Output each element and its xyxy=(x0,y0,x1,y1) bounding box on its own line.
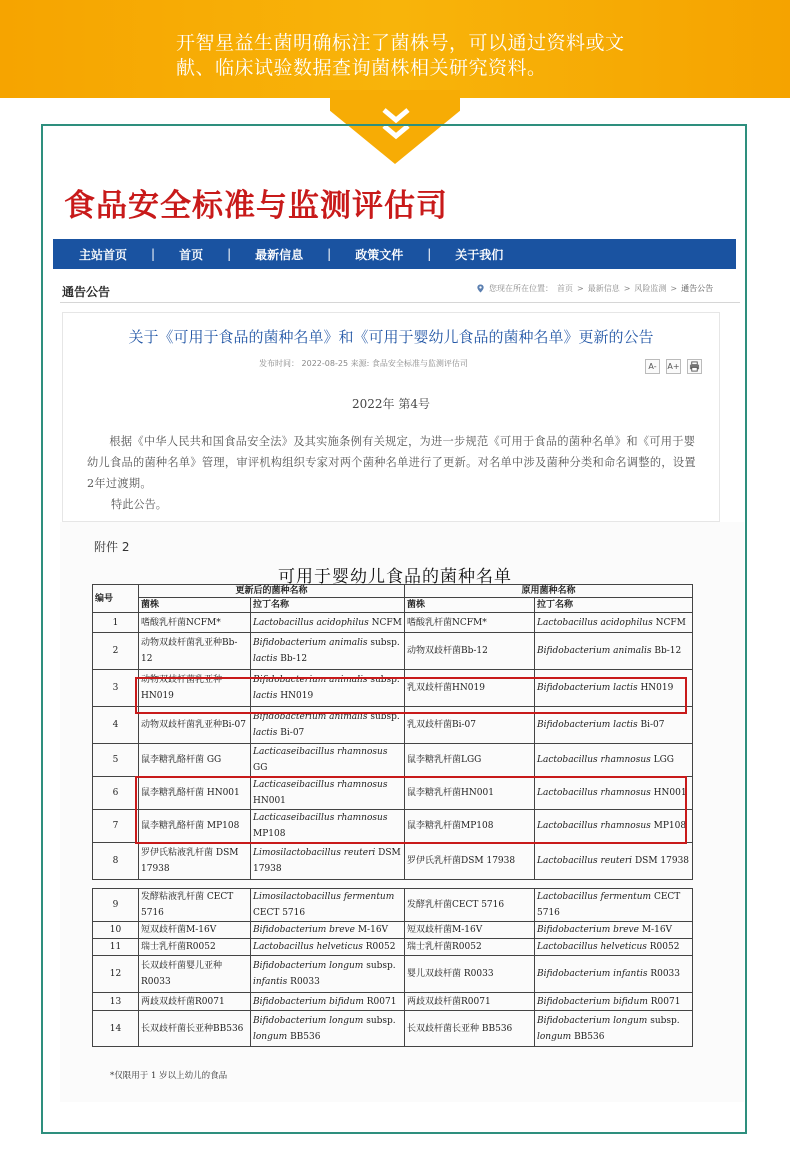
old-latin-name: Bifidobacterium longum xyxy=(537,1015,648,1026)
breadcrumb-item-current: 通告公告 xyxy=(681,284,714,293)
breadcrumb-item-risk[interactable]: 风险监测 xyxy=(634,284,667,293)
header-strain: 菌株 xyxy=(405,598,535,613)
old-latin-cell xyxy=(535,777,693,810)
table-row xyxy=(93,1011,693,1047)
row-number: 13 xyxy=(93,993,139,1011)
table-row xyxy=(93,889,693,922)
table-row xyxy=(93,744,693,777)
row-number: 9 xyxy=(93,889,139,922)
row-number: 8 xyxy=(93,843,139,880)
location-pin-icon xyxy=(476,284,485,293)
table-row xyxy=(93,670,693,707)
new-latin-cell xyxy=(251,744,405,777)
annex-label: 附件 2 xyxy=(94,540,130,554)
new-strain-code: BB536 xyxy=(290,1031,321,1042)
row-number: 10 xyxy=(93,922,139,939)
print-icon xyxy=(689,361,700,372)
nav-item-policy[interactable]: 政策文件 xyxy=(355,247,404,262)
new-latin-name: Bifidobacterium animalis xyxy=(253,712,368,722)
row-number: 5 xyxy=(93,744,139,777)
new-strain-cn: 动物双歧杆菌乳亚种Bi-07 xyxy=(139,707,251,744)
new-strain-cn: 动物双歧杆菌乳亚种HN019 xyxy=(139,670,251,707)
old-strain-code: Bi-07 xyxy=(640,720,665,730)
article-signoff: 特此公告。 xyxy=(111,498,167,511)
new-strain-cn: 发酵粘液乳杆菌 CECT 5716 xyxy=(139,889,251,922)
new-strain-code: HN019 xyxy=(280,691,314,701)
new-latin-cell xyxy=(251,633,405,670)
old-strain-cn: 罗伊氏乳杆菌DSM 17938 xyxy=(405,843,535,880)
old-latin-name: Bifidobacterium bifidum xyxy=(537,996,648,1007)
old-strain-code: LGG xyxy=(653,755,674,765)
old-strain-cn: 婴儿双歧杆菌 R0033 xyxy=(405,956,535,993)
header-latin: 拉丁名称 xyxy=(535,598,693,613)
new-latin-subspecies: infantis xyxy=(253,977,288,987)
old-strain-cn: 短双歧杆菌M-16V xyxy=(405,922,535,939)
old-latin-subsp: subsp. xyxy=(650,1015,680,1026)
new-strain-code: CECT 5716 xyxy=(253,908,306,918)
new-strain-cn: 长双歧杆菌婴儿亚种R0033 xyxy=(139,956,251,993)
new-strain-code: DSM 17938 xyxy=(253,848,401,874)
table-row xyxy=(93,810,693,843)
new-latin-subsp: subsp. xyxy=(370,638,400,648)
new-latin-name: Bifidobacterium animalis xyxy=(253,638,368,648)
document-number: 2022年 第4号 xyxy=(352,397,430,411)
new-latin-name: Bifidobacterium animalis xyxy=(253,675,368,685)
old-latin-cell xyxy=(535,810,693,843)
new-strain-code: MP108 xyxy=(253,829,286,839)
new-strain-cn: 长双歧杆菌长亚种BB536 xyxy=(139,1011,251,1047)
table-row xyxy=(93,843,693,880)
new-latin-name: Lactobacillus helveticus xyxy=(253,942,363,952)
new-latin-cell xyxy=(251,613,405,633)
old-strain-code: MP108 xyxy=(653,821,687,831)
table-row xyxy=(93,633,693,670)
new-latin-subspecies: lactis xyxy=(253,654,278,664)
new-strain-code: R0033 xyxy=(290,977,320,987)
header-original: 原用菌种名称 xyxy=(405,585,693,598)
breadcrumb-separator: > xyxy=(623,284,631,293)
new-strain-code: Bi-07 xyxy=(280,728,305,738)
breadcrumb-item-latest[interactable]: 最新信息 xyxy=(587,284,620,293)
table-row xyxy=(93,777,693,810)
old-strain-code: R0033 xyxy=(650,969,681,979)
new-strain-code: Bb-12 xyxy=(280,654,308,664)
old-latin-cell xyxy=(535,613,693,633)
new-strain-code: R0071 xyxy=(366,996,397,1007)
new-latin-name: Lacticaseibacillus rhamnosus xyxy=(253,747,388,757)
old-latin-name: Lactobacillus acidophilus xyxy=(537,617,653,628)
new-strain-cn: 动物双歧杆菌乳亚种Bb-12 xyxy=(139,633,251,670)
old-latin-cell xyxy=(535,1011,693,1047)
row-number: 1 xyxy=(93,613,139,633)
old-strain-cn: 乳双歧杆菌Bi-07 xyxy=(405,707,535,744)
old-latin-name: Bifidobacterium animalis xyxy=(537,646,652,656)
old-strain-cn: 乳双歧杆菌HN019 xyxy=(405,670,535,707)
old-strain-code: HN019 xyxy=(640,683,674,693)
header-latin: 拉丁名称 xyxy=(251,598,405,613)
new-latin-name: Lacticaseibacillus rhamnosus xyxy=(253,813,388,823)
new-latin-cell xyxy=(251,707,405,744)
row-number: 14 xyxy=(93,1011,139,1047)
old-strain-cn: 长双歧杆菌长亚种 BB536 xyxy=(405,1011,535,1047)
row-number: 11 xyxy=(93,939,139,956)
strain-table-part-1 xyxy=(92,584,693,880)
old-latin-name: Bifidobacterium infantis xyxy=(537,969,648,979)
article-panel xyxy=(62,312,720,522)
breadcrumb-item-home[interactable]: 首页 xyxy=(557,284,573,293)
new-latin-cell xyxy=(251,956,405,993)
old-latin-cell xyxy=(535,670,693,707)
header-updated: 更新后的菌种名称 xyxy=(139,585,405,598)
new-latin-subsp: subsp. xyxy=(366,1015,396,1026)
table-row xyxy=(93,939,693,956)
banner-text: 开智星益生菌明确标注了菌株号，可以通过资料或文献、临床试验数据查询菌株相关研究资料。 xyxy=(176,32,625,79)
row-number: 2 xyxy=(93,633,139,670)
row-number: 3 xyxy=(93,670,139,707)
new-latin-subsp: subsp. xyxy=(370,675,400,685)
old-strain-cn: 瑞士乳杆菌R0052 xyxy=(405,939,535,956)
nav-separator: | xyxy=(151,247,156,261)
old-latin-cell xyxy=(535,843,693,880)
article-title: 关于《可用于食品的菌种名单》和《可用于婴幼儿食品的菌种名单》更新的公告 xyxy=(128,328,654,346)
breadcrumb xyxy=(476,283,713,294)
new-latin-name: Lacticaseibacillus rhamnosus xyxy=(253,780,388,790)
old-latin-name: Bifidobacterium lactis xyxy=(537,720,638,730)
new-strain-code: GG xyxy=(253,763,268,773)
section-title: 通告公告 xyxy=(62,285,111,299)
new-latin-subsp: subsp. xyxy=(370,712,400,722)
old-strain-code: NCFM xyxy=(655,617,686,628)
article-meta: 发布时间： 2022-08-25 来源: 食品安全标准与监测评估司 xyxy=(259,359,468,368)
nav-item-home-site[interactable]: 主站首页 xyxy=(79,247,128,262)
old-strain-code: M-16V xyxy=(641,925,673,935)
new-latin-cell xyxy=(251,777,405,810)
font-decrease-button[interactable]: A- xyxy=(645,359,660,374)
header-strain: 菌株 xyxy=(139,598,251,613)
main-nav xyxy=(53,239,736,269)
old-latin-name: Lactobacillus helveticus xyxy=(537,942,647,952)
new-strain-cn: 鼠李糖乳酪杆菌 MP108 xyxy=(139,810,251,843)
new-latin-cell xyxy=(251,843,405,880)
old-latin-name: Bifidobacterium breve xyxy=(537,925,639,935)
row-number: 12 xyxy=(93,956,139,993)
old-strain-code: Bb-12 xyxy=(654,646,682,656)
old-strain-cn: 鼠李糖乳杆菌LGG xyxy=(405,744,535,777)
old-strain-cn: 嗜酸乳杆菌NCFM* xyxy=(405,613,535,633)
row-number: 4 xyxy=(93,707,139,744)
old-strain-cn: 动物双歧杆菌Bb-12 xyxy=(405,633,535,670)
font-increase-button[interactable]: A+ xyxy=(666,359,681,374)
new-strain-code: NCFM xyxy=(371,617,402,628)
old-latin-cell xyxy=(535,993,693,1011)
nav-item-about[interactable]: 关于我们 xyxy=(455,247,504,262)
new-strain-cn: 两歧双歧杆菌R0071 xyxy=(139,993,251,1011)
new-latin-cell xyxy=(251,922,405,939)
old-latin-cell xyxy=(535,707,693,744)
nav-item-latest[interactable]: 最新信息 xyxy=(255,247,304,262)
new-latin-name: Bifidobacterium longum xyxy=(253,1015,364,1026)
old-latin-cell xyxy=(535,889,693,922)
new-strain-cn: 嗜酸乳杆菌NCFM* xyxy=(139,613,251,633)
table-row xyxy=(93,993,693,1011)
row-number: 6 xyxy=(93,777,139,810)
annex-footnote: *仅限用于 1 岁以上幼儿的食品 xyxy=(110,1071,228,1081)
new-latin-name: Bifidobacterium bifidum xyxy=(253,996,364,1007)
new-latin-cell xyxy=(251,889,405,922)
nav-separator: | xyxy=(227,247,232,261)
nav-item-home[interactable]: 首页 xyxy=(179,247,204,262)
new-latin-subspecies: lactis xyxy=(253,728,278,738)
strain-table-part-2 xyxy=(92,888,693,1047)
new-latin-subspecies: longum xyxy=(253,1031,288,1042)
new-strain-cn: 瑞士乳杆菌R0052 xyxy=(139,939,251,956)
header-no: 编号 xyxy=(93,585,139,613)
annex-title: 可用于婴幼儿食品的菌种名单 xyxy=(278,567,512,587)
old-strain-code: R0052 xyxy=(649,942,680,952)
new-latin-name: Lactobacillus acidophilus xyxy=(253,617,369,628)
nav-separator: | xyxy=(327,247,332,261)
old-latin-name: Lactobacillus rhamnosus xyxy=(537,788,651,798)
agency-title: 食品安全标准与监测评估司 xyxy=(64,188,448,224)
new-strain-code: HN001 xyxy=(253,796,286,806)
table-row xyxy=(93,956,693,993)
new-latin-cell xyxy=(251,939,405,956)
old-strain-code: CECT 5716 xyxy=(537,892,681,918)
new-latin-subsp: subsp. xyxy=(366,961,396,971)
old-strain-code: DSM 17938 xyxy=(634,856,690,866)
old-latin-name: Lactobacillus fermentum xyxy=(537,892,652,902)
new-strain-cn: 鼠李糖乳酪杆菌 HN001 xyxy=(139,777,251,810)
breadcrumb-separator: > xyxy=(670,284,678,293)
breadcrumb-prefix: 您现在所在位置： xyxy=(489,284,553,293)
print-button[interactable] xyxy=(687,359,702,374)
old-strain-cn: 鼠李糖乳杆菌MP108 xyxy=(405,810,535,843)
new-strain-code: M-16V xyxy=(357,925,389,935)
old-strain-code: HN001 xyxy=(653,788,687,798)
new-latin-subspecies: lactis xyxy=(253,691,278,701)
old-latin-cell xyxy=(535,633,693,670)
new-strain-cn: 短双歧杆菌M-16V xyxy=(139,922,251,939)
old-latin-cell xyxy=(535,744,693,777)
old-latin-name: Bifidobacterium lactis xyxy=(537,683,638,693)
nav-separator: | xyxy=(427,247,432,261)
new-strain-code: R0052 xyxy=(365,942,396,952)
breadcrumb-separator: > xyxy=(577,284,584,293)
old-strain-cn: 两歧双歧杆菌R0071 xyxy=(405,993,535,1011)
section-divider xyxy=(60,302,740,303)
table-row xyxy=(93,922,693,939)
old-latin-cell xyxy=(535,922,693,939)
new-strain-cn: 鼠李糖乳酪杆菌 GG xyxy=(139,744,251,777)
table-row xyxy=(93,707,693,744)
old-latin-name: Lactobacillus reuteri xyxy=(537,856,633,866)
old-strain-code: BB536 xyxy=(574,1031,605,1042)
old-latin-subspecies: longum xyxy=(537,1031,572,1042)
new-latin-name: Bifidobacterium breve xyxy=(253,925,355,935)
new-latin-name: Bifidobacterium longum xyxy=(253,961,364,971)
old-strain-cn: 发酵乳杆菌CECT 5716 xyxy=(405,889,535,922)
old-latin-cell xyxy=(535,956,693,993)
old-strain-cn: 鼠李糖乳杆菌HN001 xyxy=(405,777,535,810)
old-strain-code: R0071 xyxy=(650,996,681,1007)
new-latin-name: Limosilactobacillus fermentum xyxy=(253,892,395,902)
new-latin-name: Limosilactobacillus reuteri xyxy=(253,848,376,858)
new-latin-cell xyxy=(251,810,405,843)
row-number: 7 xyxy=(93,810,139,843)
new-latin-cell xyxy=(251,670,405,707)
old-latin-name: Lactobacillus rhamnosus xyxy=(537,821,651,831)
old-latin-name: Lactobacillus rhamnosus xyxy=(537,755,651,765)
table-row xyxy=(93,613,693,633)
new-strain-cn: 罗伊氏粘液乳杆菌 DSM 17938 xyxy=(139,843,251,880)
new-latin-cell xyxy=(251,993,405,1011)
new-latin-cell xyxy=(251,1011,405,1047)
article-body: 根据《中华人民共和国食品安全法》及其实施条例有关规定，为进一步规范《可用于食品的菌种名单》和《可用于婴幼儿食品的菌种名单》管理，审评机构组织专家对两个菌种名单进行了更新。对名单中涉及菌种分类和命名调整的，设置2年过渡期。 xyxy=(87,435,696,490)
old-latin-cell xyxy=(535,939,693,956)
